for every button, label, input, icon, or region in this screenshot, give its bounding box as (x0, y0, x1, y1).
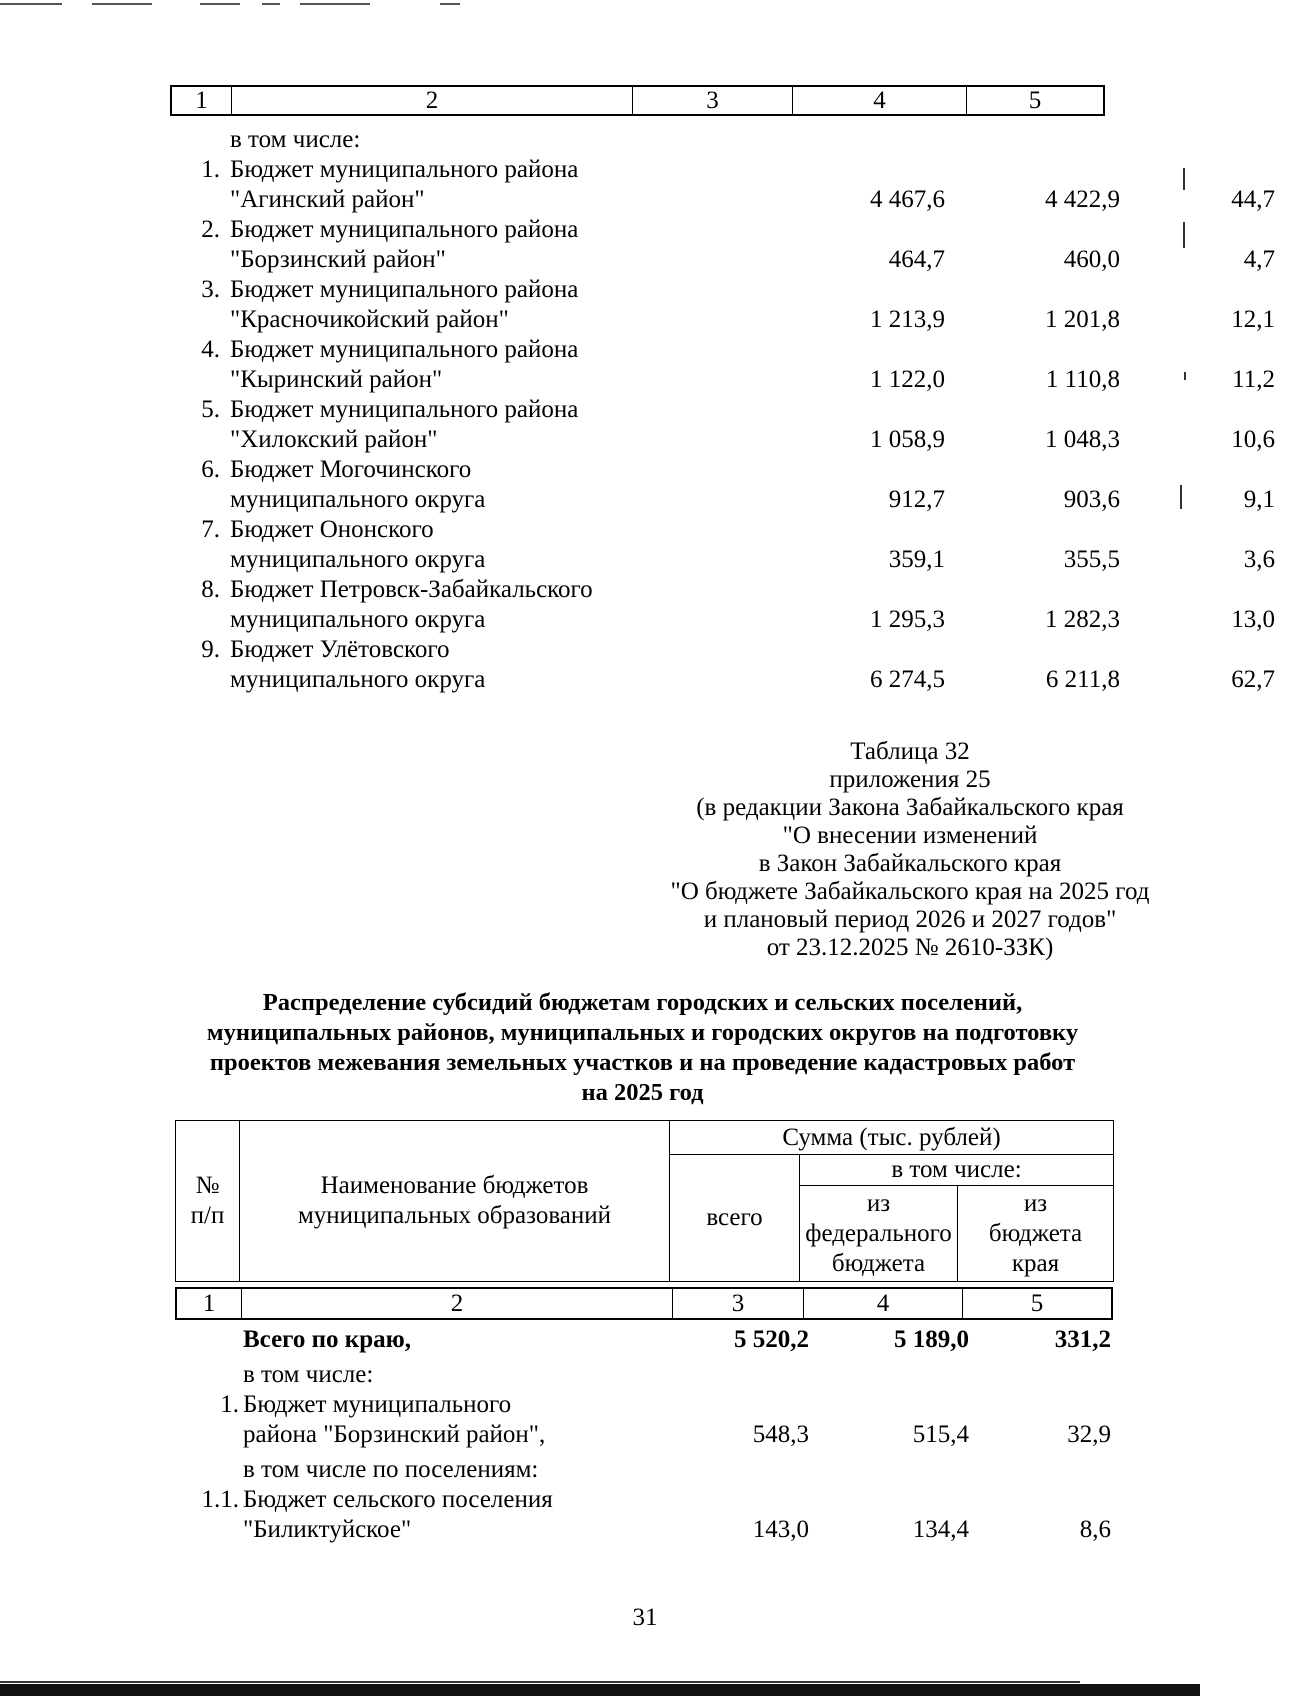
row-name: Бюджет муниципального района "Борзинский район", (243, 1391, 546, 1448)
row-value-federal: 1 110,8 (1045, 366, 1120, 393)
row-value-federal: 134,4 (912, 1516, 969, 1543)
row-name: Бюджет муниципального района "Борзинский район" (230, 216, 579, 273)
row-name: Бюджет Улётовского муниципального округа (230, 636, 486, 693)
row-value-total: 1 295,3 (870, 606, 945, 633)
row-value-total: 1 122,0 (870, 366, 945, 393)
header-including: в том числе: (800, 1155, 1114, 1186)
header-federal: из федерального бюджета (800, 1186, 958, 1282)
row-number: 8. (201, 576, 220, 603)
table1-col-5: 5 (1028, 87, 1042, 114)
table1-column-numbers (170, 85, 1105, 116)
annotation-line: (в редакции Закона Забайкальского края (696, 794, 1124, 821)
header-total: всего (670, 1155, 800, 1282)
row-value-federal: 1 282,3 (1045, 606, 1120, 633)
row-value-regional: 331,2 (1054, 1326, 1111, 1353)
row-value-federal: 515,4 (912, 1421, 969, 1448)
table2-col-1: 1 (177, 1289, 242, 1318)
header-name: Наименование бюджетов муниципальных образований (240, 1121, 670, 1282)
table-row (170, 635, 1275, 695)
row-value-total: 1 213,9 (870, 306, 945, 333)
annotation-line: приложения 25 (829, 766, 991, 793)
table1-intro: в том числе: (230, 126, 361, 153)
row-number: 1. (220, 1391, 239, 1418)
row-number: 2. (201, 216, 220, 243)
row-name: Всего по краю, (243, 1326, 411, 1353)
row-value-regional: 3,6 (1243, 546, 1275, 573)
row-value-regional: 9,1 (1243, 486, 1275, 513)
row-value-federal: 4 422,9 (1045, 186, 1120, 213)
row-number: 4. (201, 336, 220, 363)
row-name: Бюджет Ононского муниципального округа (230, 516, 486, 573)
row-value-total: 6 274,5 (870, 666, 945, 693)
row-name: Бюджет сельского поселения "Биликтуйское" (243, 1486, 553, 1543)
scan-artifact-top (0, 0, 470, 9)
table-annotation (650, 738, 1170, 962)
row-value-regional: 44,7 (1231, 186, 1275, 213)
row-value-total: 143,0 (752, 1516, 809, 1543)
table2-intro: в том числе: (243, 1361, 374, 1388)
table-row (170, 575, 1275, 635)
table2-sub-intro: в том числе по поселениям: (243, 1456, 539, 1483)
header-sum: Сумма (тыс. рублей) (670, 1121, 1114, 1155)
row-value-federal: 5 189,0 (894, 1326, 969, 1353)
row-name: Бюджет муниципального района "Хилокский район" (230, 396, 579, 453)
row-value-total: 1 058,9 (870, 426, 945, 453)
row-value-federal: 1 048,3 (1045, 426, 1120, 453)
section-title (150, 988, 1135, 1108)
annotation-line: "О внесении изменений (782, 822, 1038, 849)
row-value-federal: 1 201,8 (1045, 306, 1120, 333)
table2-col-4: 4 (804, 1289, 963, 1318)
header-number: № п/п (176, 1121, 240, 1282)
table-row (170, 215, 1275, 275)
table2-col-5: 5 (1030, 1290, 1044, 1317)
row-number: 6. (201, 456, 220, 483)
annotation-line: в Закон Забайкальского края (758, 850, 1062, 877)
title-line: муниципальных районов, муниципальных и городских округов на подготовку (206, 1019, 1079, 1046)
annotation-line: и плановый период 2026 и 2027 годов" (703, 906, 1117, 933)
row-value-regional: 8,6 (1079, 1516, 1111, 1543)
table-row (170, 275, 1275, 335)
row-number: 7. (201, 516, 220, 543)
table1-col-4: 4 (793, 87, 967, 114)
table-row (170, 455, 1275, 515)
row-value-regional: 4,7 (1243, 246, 1275, 273)
annotation-line: "О бюджете Забайкальского края на 2025 год (670, 878, 1150, 905)
table1-col-1: 1 (172, 87, 232, 114)
row-value-federal: 6 211,8 (1045, 666, 1120, 693)
row-value-total: 359,1 (888, 546, 945, 573)
table2-col-3: 3 (673, 1289, 804, 1318)
table1-col-3: 3 (633, 87, 793, 114)
table-row (170, 515, 1275, 575)
table1-col-2: 2 (232, 87, 633, 114)
row-value-total: 464,7 (888, 246, 945, 273)
row-value-total: 5 520,2 (734, 1326, 809, 1353)
table2-header (175, 1120, 1114, 1282)
row-value-total: 912,7 (888, 486, 945, 513)
row-value-regional: 11,2 (1232, 366, 1275, 393)
annotation-line: от 23.12.2025 № 2610-ЗЗК) (766, 934, 1054, 961)
row-value-regional: 12,1 (1231, 306, 1275, 333)
row-value-federal: 355,5 (1063, 546, 1120, 573)
table-row (170, 335, 1275, 395)
header-regional: из бюджета края (958, 1186, 1114, 1282)
annotation-line: Таблица 32 (850, 738, 970, 765)
row-number: 3. (201, 276, 220, 303)
row-name: Бюджет муниципального района "Агинский район" (230, 156, 579, 213)
table-row (170, 395, 1275, 455)
row-name: Бюджет Могочинского муниципального округа (230, 456, 486, 513)
title-line: на 2025 год (581, 1079, 704, 1106)
row-value-total: 548,3 (752, 1421, 809, 1448)
page-number: 31 (632, 1604, 658, 1631)
row-number: 9. (201, 636, 220, 663)
row-value-regional: 32,9 (1067, 1421, 1111, 1448)
row-value-regional: 13,0 (1231, 606, 1275, 633)
row-value-regional: 62,7 (1231, 666, 1275, 693)
title-line: Распределение субсидий бюджетам городских и сельских поселений, (262, 989, 1023, 1016)
table2-column-numbers (175, 1287, 1113, 1320)
row-number: 1. (201, 156, 220, 183)
table2-col-2: 2 (242, 1289, 673, 1318)
row-name: Бюджет муниципального района "Кыринский район" (230, 336, 579, 393)
row-value-federal: 460,0 (1063, 246, 1120, 273)
title-line: проектов межевания земельных участков и на проведение кадастровых работ (209, 1049, 1076, 1076)
row-name: Бюджет муниципального района "Красночикойский район" (230, 276, 579, 333)
row-value-total: 4 467,6 (870, 186, 945, 213)
scan-artifact-bottom (0, 1684, 1200, 1696)
row-number: 5. (201, 396, 220, 423)
row-number: 1.1. (201, 1486, 239, 1513)
row-name: Бюджет Петровск-Забайкальского муниципального округа (230, 576, 593, 633)
row-value-regional: 10,6 (1231, 426, 1275, 453)
table-row (170, 155, 1275, 215)
row-value-federal: 903,6 (1063, 486, 1120, 513)
